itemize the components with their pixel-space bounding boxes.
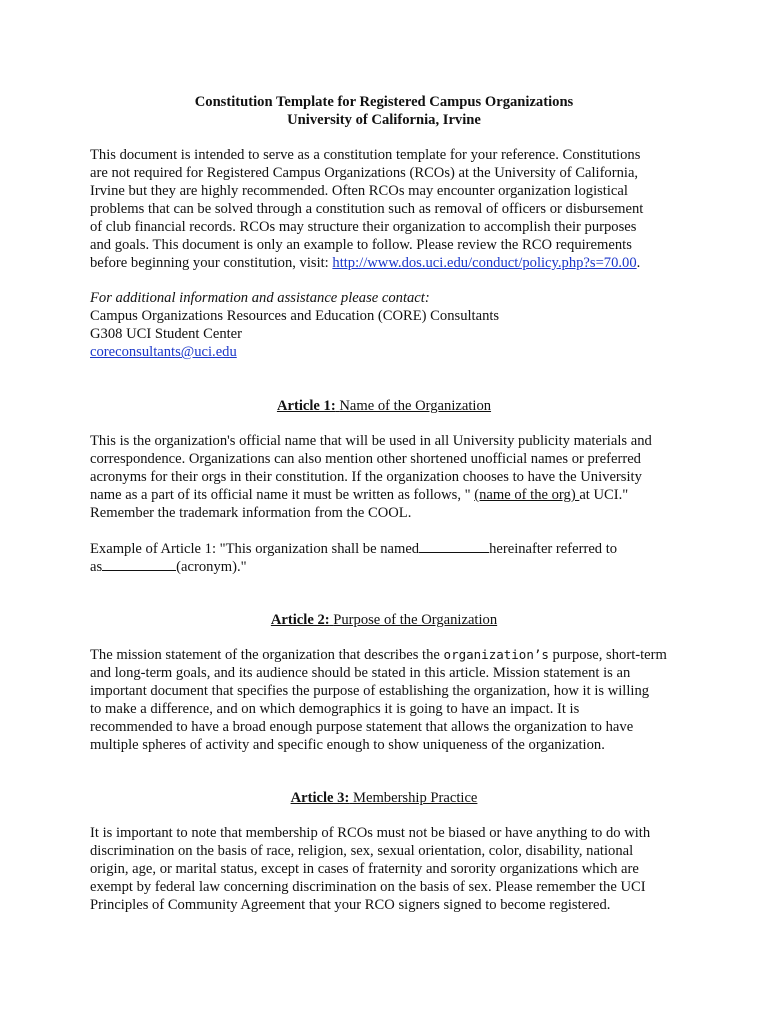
article-1-example-cont: [90, 557, 247, 576]
name-format-prefix: name as a part of its official name it must be written as follows, ": [90, 487, 475, 503]
example-prefix: Example of Article 1: "This organization shall be named: [90, 541, 420, 557]
intro-last-line: [90, 254, 640, 272]
policy-link[interactable]: http://www.dos.uci.edu/conduct/policy.php?s=70.00: [332, 255, 637, 271]
article-1-line: Remember the trademark information from the COOL.: [90, 505, 412, 521]
intro-line: problems that can be solved through a constitution such as removal of officers or disbursement: [90, 201, 644, 217]
example-middle: hereinafter referred to: [489, 541, 618, 557]
article-1-line-name-format: [90, 486, 628, 504]
example-as: as: [90, 559, 103, 575]
intro-line: are not required for Registered Campus Organizations (RCOs) at the University of California,: [90, 165, 639, 181]
name-format-placeholder: (name of the org): [474, 487, 580, 503]
article-2-line: recommended to have a broad enough purpose statement that allows the organization to have: [90, 719, 634, 735]
document-subtitle: University of California, Irvine: [287, 112, 481, 128]
article-3-label: Article 3:: [290, 790, 350, 806]
article-2-line: and long-term goals, and its audience should be stated in this article. Mission statement is an: [90, 665, 631, 681]
article-2-line: multiple spheres of activity and specific enough to show uniqueness of the organization.: [90, 737, 605, 753]
acronym-blank: [102, 557, 176, 571]
article-2-line1-suffix: purpose, short-term: [548, 647, 667, 663]
article-3-heading: [0, 789, 768, 807]
intro-line: and goals. This document is only an example to follow. Please review the RCO requirements: [90, 237, 632, 253]
article-1-label: Article 1:: [276, 398, 336, 414]
article-1-line: acronyms for their orgs in their constitution. If the organization chooses to have the University: [90, 469, 642, 485]
intro-line: This document is intended to serve as a constitution template for your reference. Constitutions: [90, 147, 641, 163]
article-2-label: Article 2:: [270, 612, 330, 628]
article-1-heading: [0, 397, 768, 415]
article-3-line: It is important to note that membership of RCOs must not be biased or have anything to do with: [90, 825, 651, 841]
article-2-line: important document that specifies the purpose of establishing the organization, how it is willing: [90, 683, 650, 699]
article-3-line: origin, age, or marital status, except in cases of fraternity and sorority organizations which are: [90, 861, 639, 877]
article-2-line1-mono: organization’s: [443, 647, 549, 662]
contact-location: G308 UCI Student Center: [90, 326, 243, 342]
contact-heading: For additional information and assistance please contact:: [90, 290, 430, 306]
article-3-line: exempt by federal law concerning discrimination on the basis of sex. Please remember the UCI: [90, 879, 646, 895]
intro-line: Irvine but they are highly recommended. Often RCOs may encounter organization logistical: [90, 183, 628, 199]
article-2-title: Purpose of the Organization: [333, 612, 498, 628]
article-2-line: [90, 646, 667, 664]
article-1-line: correspondence. Organizations can also mention other shortened unofficial names or preferred: [90, 451, 641, 467]
document-title: Constitution Template for Registered Campus Organizations: [194, 94, 574, 110]
article-3-title: Membership Practice: [352, 790, 478, 806]
article-2-heading: [0, 611, 768, 629]
example-acronym-suffix: (acronym).": [176, 559, 247, 575]
contact-email-link[interactable]: coreconsultants@uci.edu: [90, 344, 237, 360]
article-2-line: to make a difference, and on which demographics it is going to have an impact. It is: [90, 701, 580, 717]
article-1-example: [90, 539, 617, 558]
name-blank: [419, 539, 489, 553]
intro-last-line-suffix: .: [636, 255, 641, 271]
contact-org: Campus Organizations Resources and Education (CORE) Consultants: [90, 308, 500, 324]
article-1-title: Name of the Organization: [339, 398, 492, 414]
name-format-suffix: at UCI.": [579, 487, 629, 503]
intro-line: of club financial records. RCOs may structure their organization to accomplish their purposes: [90, 219, 637, 235]
article-3-line: discrimination on the basis of race, religion, sex, sexual orientation, color, disability, national: [90, 843, 634, 859]
article-1-line: This is the organization's official name that will be used in all University publicity materials and: [90, 433, 652, 449]
intro-last-line-prefix: before beginning your constitution, visit:: [90, 255, 333, 271]
article-2-line1-prefix: The mission statement of the organization that describes the: [90, 647, 444, 663]
article-3-line: Principles of Community Agreement that your RCO signers signed to become registered.: [90, 897, 611, 913]
